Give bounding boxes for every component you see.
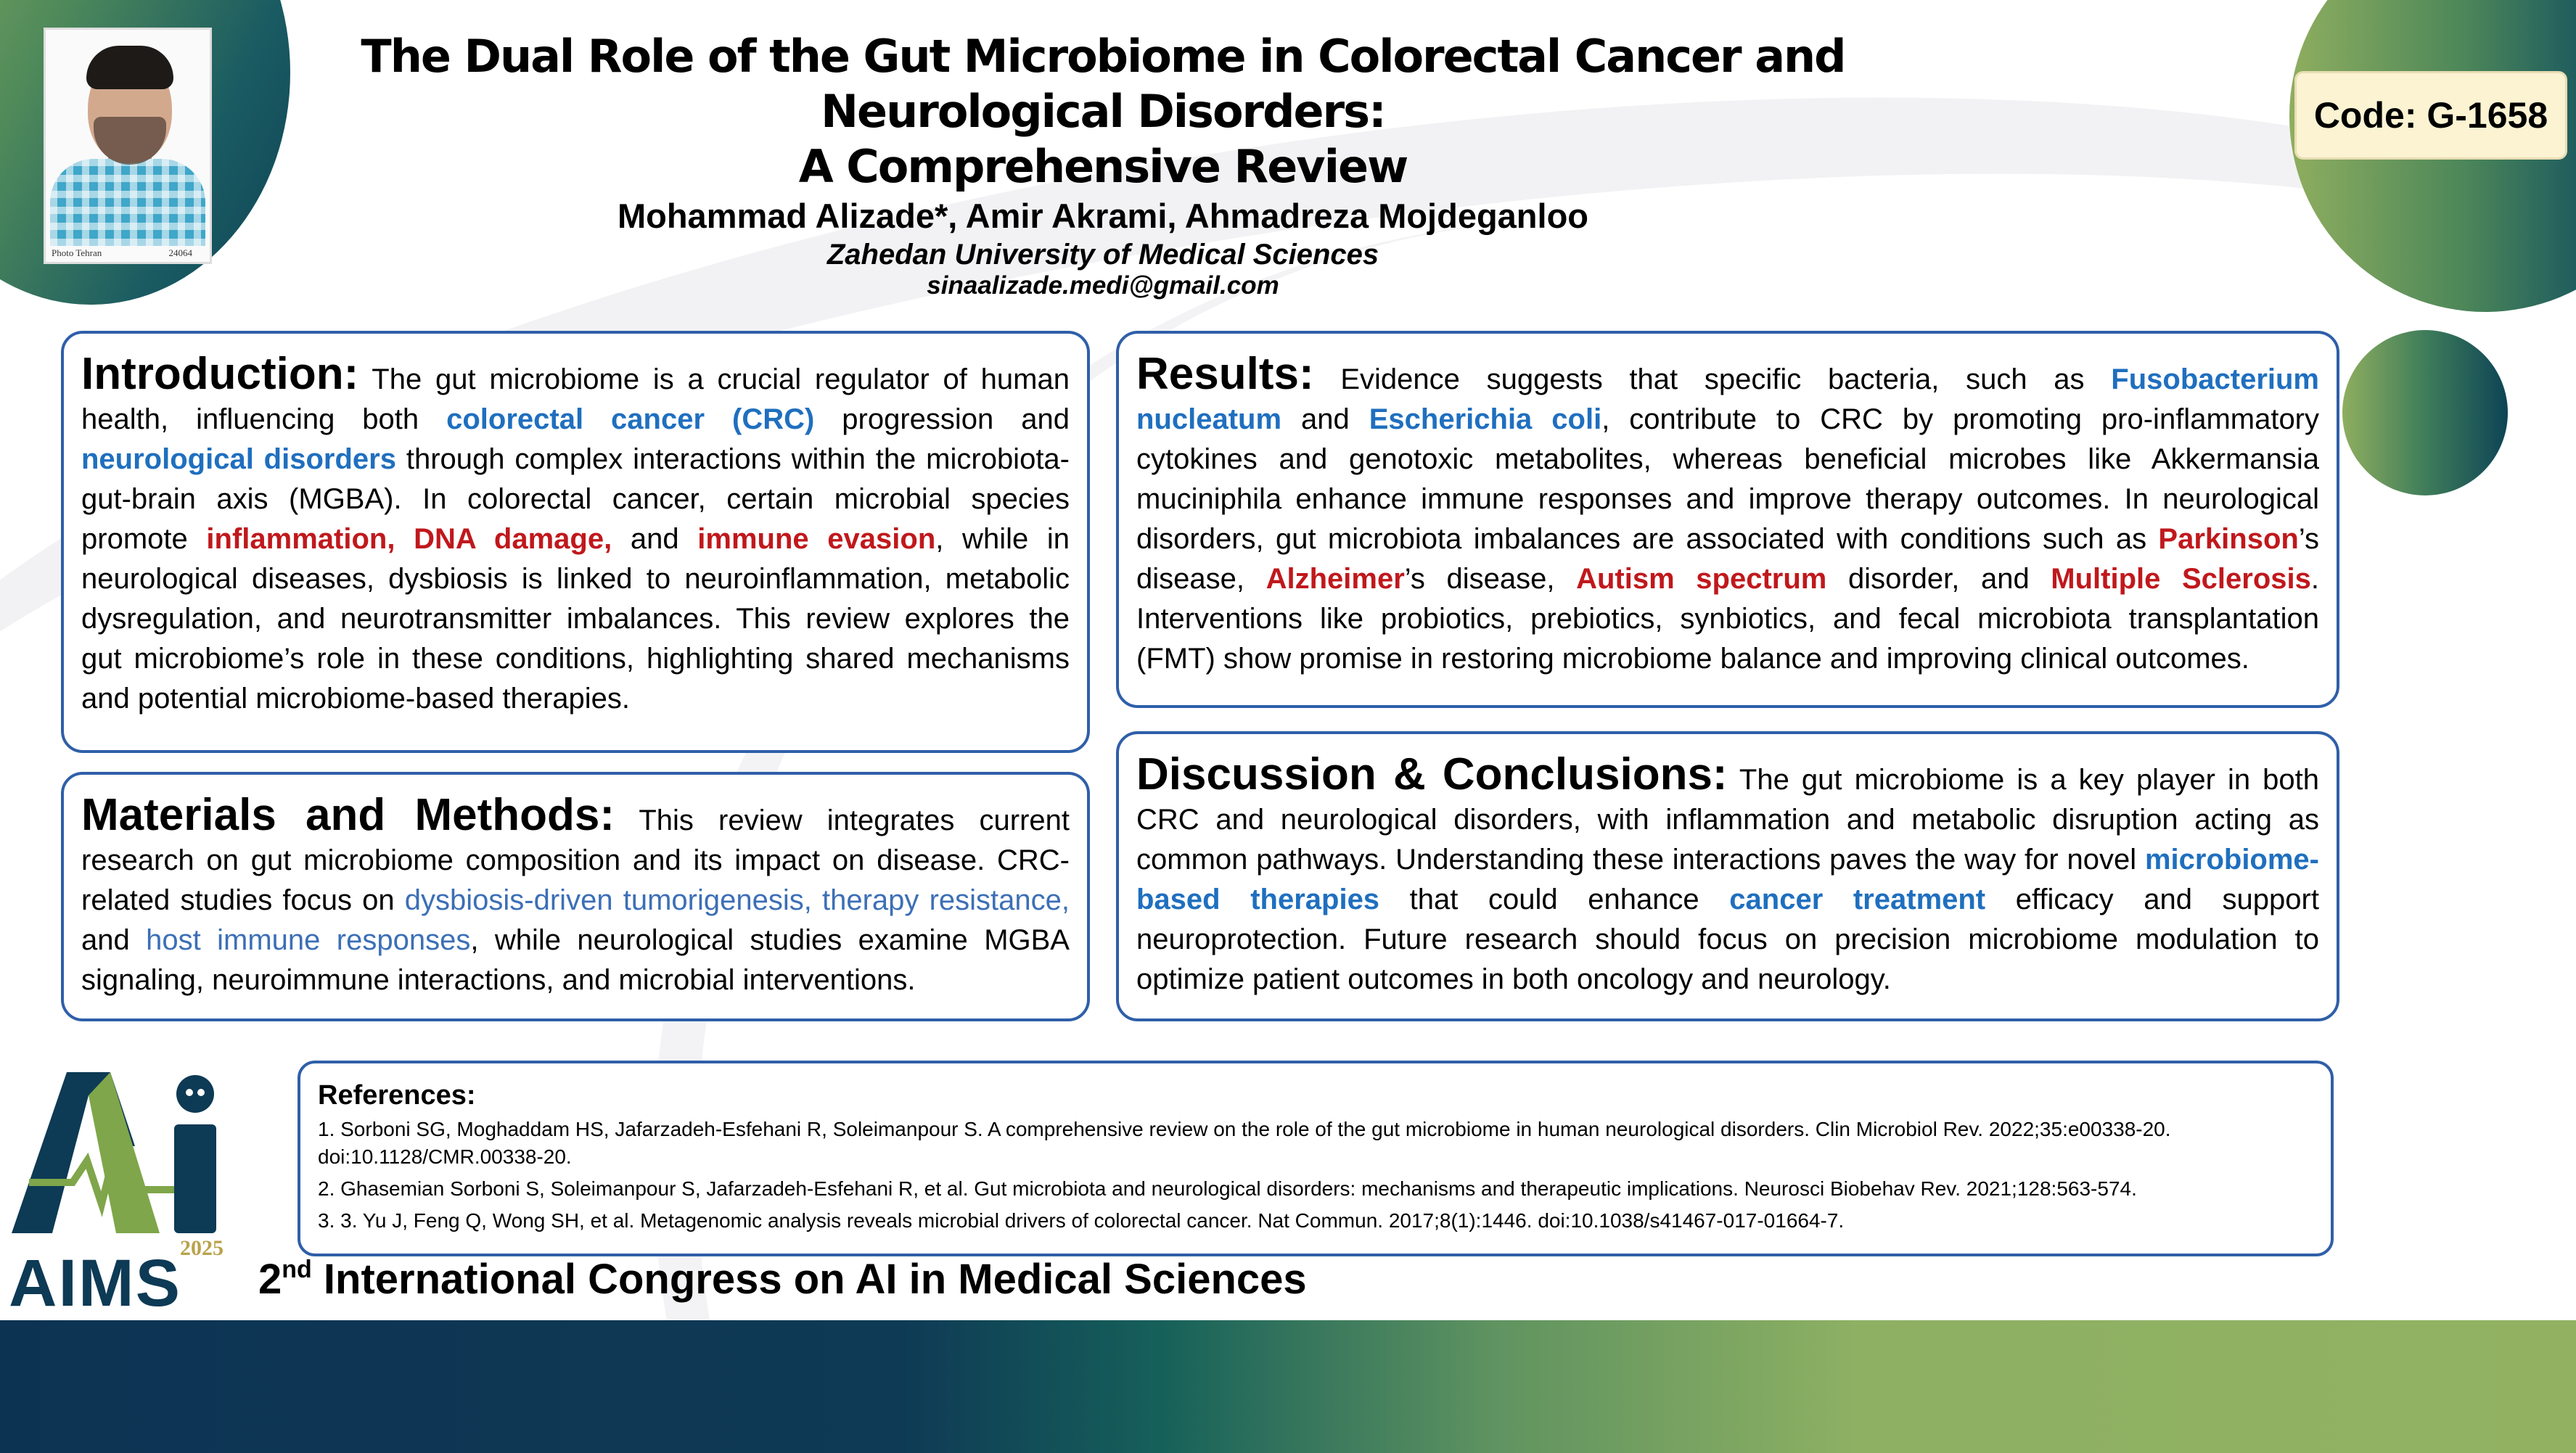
logo-year: 2025 — [180, 1236, 223, 1260]
discussion-text-2: that could enhance — [1379, 884, 1730, 915]
intro-highlight-crc: colorectal cancer (CRC) — [446, 403, 815, 435]
results-section — [1116, 331, 2339, 708]
results-highlight-alzheimer: Alzheimer — [1266, 563, 1405, 595]
discussion-section — [1116, 731, 2339, 1021]
discussion-text-1: The gut microbiome is a key player in both CRC and neurological disorders, with inflammation and metabolic disruption acting as common pathways. Understanding these interactions paves the way for novel — [1136, 764, 2319, 876]
aims-congress-logo — [7, 1059, 247, 1313]
author-photo — [44, 28, 212, 264]
title-line-1: The Dual Role of the Gut Microbiome in Colorectal Cancer and Neurological Disorders: — [361, 30, 1845, 138]
methods-text-3: , while neurological studies examine MGBA signaling, neuroimmune interactions, and microbial interventions. — [81, 924, 1070, 996]
results-highlight-fusobacterium: Fusobacterium nucleatum — [1136, 363, 2319, 435]
references-section — [298, 1061, 2334, 1256]
methods-highlight-dysbiosis: dysbiosis-driven tumorigenesis, therapy resistance, — [404, 884, 1070, 916]
photo-caption-right: 24064 — [168, 247, 192, 258]
congress-ordinal-number: 2 — [258, 1256, 282, 1303]
poster-header — [305, 29, 1901, 300]
decorative-circle-mid-right — [2342, 330, 2508, 495]
photo-caption — [49, 247, 207, 260]
results-text-4: ’s disease, — [1136, 523, 2319, 595]
results-highlight-parkinson: Parkinson — [2158, 523, 2299, 555]
contact-email: sinaalizade.medi@gmail.com — [927, 271, 1279, 300]
methods-section — [61, 772, 1090, 1021]
results-text-2: and — [1281, 403, 1369, 435]
title-line-2: A Comprehensive Review — [798, 140, 1408, 193]
discussion-highlight-therapies: microbiome-based therapies — [1136, 844, 2319, 915]
congress-title: International Congress on AI in Medical Sciences — [311, 1256, 1307, 1303]
introduction-heading: Introduction: — [81, 349, 359, 399]
results-highlight-ms: Multiple Sclerosis — [2051, 563, 2311, 595]
intro-text-5: , while in neurological diseases, dysbiosis is linked to neuroinflammation, metabolic dysregulation, and neurotransmitter imbalances. This review explores the gut microbiome’s role in these conditions, highlighting shared mechanisms and potential microbiome-based therapies. — [81, 523, 1070, 715]
reference-item: 1. Sorboni SG, Moghaddam HS, Jafarzadeh-Esfehani R, Soleimanpour S. A comprehensive review on the role of the gut microbiome in human neurological disorders. Clin Microbiol Rev. 2022;35:e00338-20. doi:10.1128/CMR.00338-20. — [318, 1118, 2171, 1168]
results-text-3: , contribute to CRC by promoting pro-inflammatory cytokines and genotoxic metabolites, whereas beneficial microbes like Akkermansia muciniphila enhance immune responses and improve therapy outcomes. In neurological disorders, gut microbiota imbalances are associated with conditions such as — [1136, 403, 2320, 555]
discussion-heading: Discussion & Conclusions: — [1136, 749, 1728, 799]
logo-wordmark: AIMS — [9, 1246, 181, 1313]
intro-text-1: The gut microbiome is a crucial regulator of human health, influencing both — [81, 363, 1070, 435]
methods-text-1: This review integrates current research on gut microbiome composition and its impact on disease. CRC-related studies focus on — [81, 804, 1070, 916]
intro-highlight-neuro: neurological disorders — [81, 443, 396, 475]
congress-ordinal-suffix: nd — [282, 1256, 312, 1283]
congress-name — [258, 1255, 1307, 1304]
results-text-5: ’s disease, — [1404, 563, 1577, 595]
affiliation: Zahedan University of Medical Sciences — [826, 239, 1379, 271]
intro-highlight-immune-evasion: immune evasion — [697, 523, 936, 555]
intro-highlight-inflammation: inflammation, DNA damage, — [206, 523, 612, 555]
reference-item: 3. 3. Yu J, Feng Q, Wong SH, et al. Metagenomic analysis reveals microbial drivers of colorectal cancer. Nat Commun. 2017;8(1):1446. doi:10.1038/s41467-017-01664-7. — [318, 1209, 1845, 1232]
reference-item: 2. Ghasemian Sorboni S, Soleimanpour S, Jafarzadeh-Esfehani R, et al. Gut microbiota and neurological disorders: mechanisms and therapeutic implications. Neurosci Biobehav Rev. 2021;128:563-574. — [318, 1177, 2137, 1200]
results-highlight-autism: Autism spectrum — [1576, 563, 1827, 595]
results-text-7: . Interventions like probiotics, prebiotics, synbiotics, and fecal microbiota transplantation (FMT) show promise in restoring microbiome balance and improving clinical outcomes. — [1136, 563, 2320, 675]
methods-highlight-host-immune: host immune responses — [146, 924, 471, 956]
intro-text-3: through complex interactions within the microbiota-gut-brain axis (MGBA). In colorectal cancer, certain microbial species promote — [81, 443, 1070, 555]
discussion-text-3: efficacy and support neuroprotection. Future research should focus on precision microbiome modulation to optimize patient outcomes in both oncology and neurology. — [1136, 884, 2319, 995]
logo-letter-i — [174, 1124, 216, 1233]
poster-title — [305, 29, 1901, 194]
abstract-code-badge: Code: G-1658 — [2294, 71, 2567, 160]
logo-robot-head-icon — [176, 1075, 214, 1113]
intro-text-2: progression and — [814, 403, 1070, 435]
results-text-1: Evidence suggests that specific bacteria, such as — [1313, 363, 2112, 395]
photo-caption-left: Photo Tehran — [52, 247, 102, 258]
authors: Mohammad Alizade*, Amir Akrami, Ahmadreza Mojdeganloo — [617, 197, 1588, 235]
results-highlight-ecoli: Escherichia coli — [1369, 403, 1602, 435]
intro-text-4: and — [612, 523, 698, 555]
results-heading: Results: — [1136, 349, 1314, 399]
logo-letter-a-right — [89, 1072, 160, 1233]
footer-band — [0, 1320, 2576, 1453]
results-text-6: disorder, and — [1826, 563, 2051, 595]
methods-text-2: and — [81, 924, 147, 956]
introduction-section — [61, 331, 1090, 753]
references-heading: References: — [318, 1080, 476, 1111]
methods-heading: Materials and Methods: — [81, 790, 615, 840]
discussion-highlight-cancer-treatment: cancer treatment — [1729, 884, 1986, 915]
